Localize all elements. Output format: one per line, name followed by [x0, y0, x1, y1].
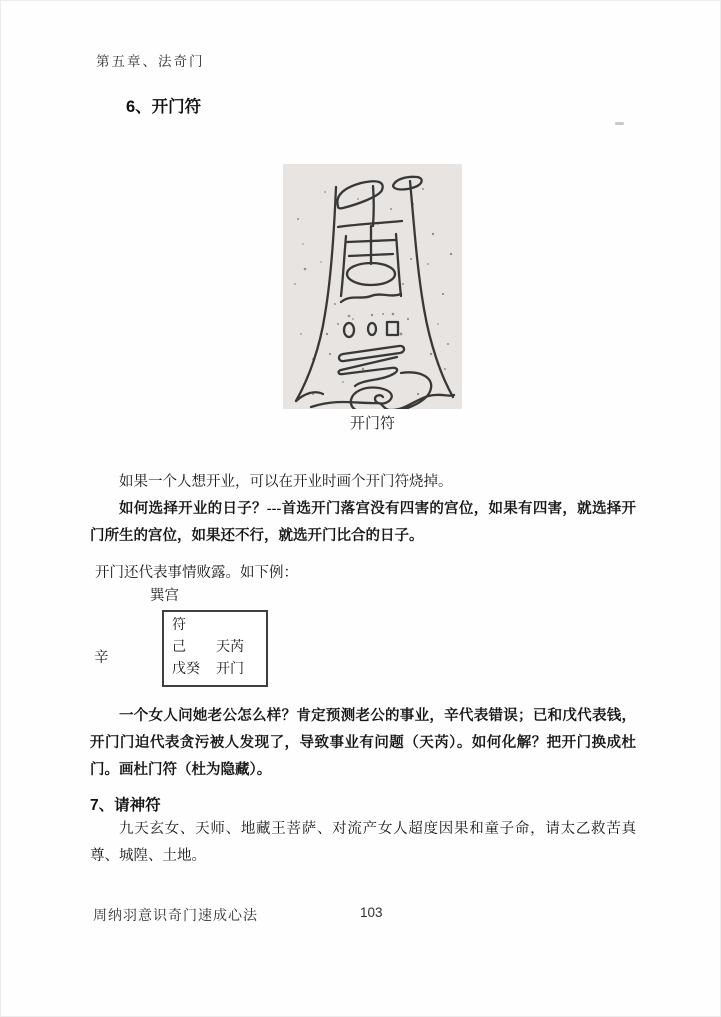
paragraph-choose-day: 如何选择开业的日子？---首选开门落宫没有四害的宫位，如果有四害，就选择开门所生的宫位，如果还不行，就选开门比合的日子。: [90, 501, 636, 544]
palace-row: [172, 615, 260, 637]
section-7-heading: 7、请神符: [90, 797, 161, 814]
paragraph-deities: 九天玄女、天师、地藏王菩萨、对流产女人超度因果和童子命，请太乙救苦真尊、城隍、土地。: [90, 821, 636, 864]
palace-cell: 戊癸: [172, 662, 200, 677]
footer-book-title: 周纳羽意识奇门速成心法: [93, 909, 258, 924]
palace-row: [172, 659, 260, 681]
palace-example-box: [162, 610, 268, 687]
palace-cell: 己: [172, 640, 186, 655]
figure-caption: 开门符: [349, 416, 395, 432]
paragraph-analysis: 一个女人问她老公怎么样？肯定预测老公的事业，辛代表错误；已和戊代表钱，开门门迫代表贪污被人发现了，导致事业有问题（天芮）。如何化解？把开门换成杜门。画杜门符（杜为隐藏）。: [90, 708, 636, 778]
paragraph-example-intro: 开门还代表事情败露。如下例：: [95, 565, 298, 581]
paragraph-open-business: 如果一个人想开业，可以在开业时画个开门符烧掉。: [119, 474, 453, 490]
palace-cell: 符: [172, 618, 186, 633]
chapter-header: 第五章、法奇门: [96, 54, 205, 69]
talisman-drawing-icon: [283, 164, 462, 409]
palace-cell: 天芮: [216, 640, 244, 655]
palace-name-label: 巽宫: [150, 588, 179, 604]
scan-artifact-mark: [615, 122, 624, 125]
talisman-figure: [283, 164, 462, 409]
stem-xin-label: 辛: [94, 650, 109, 666]
section-6-heading: 6、开门符: [126, 98, 202, 116]
palace-cell: 开门: [216, 662, 244, 677]
footer-page-number: 103: [360, 905, 383, 920]
palace-row: [172, 637, 260, 659]
